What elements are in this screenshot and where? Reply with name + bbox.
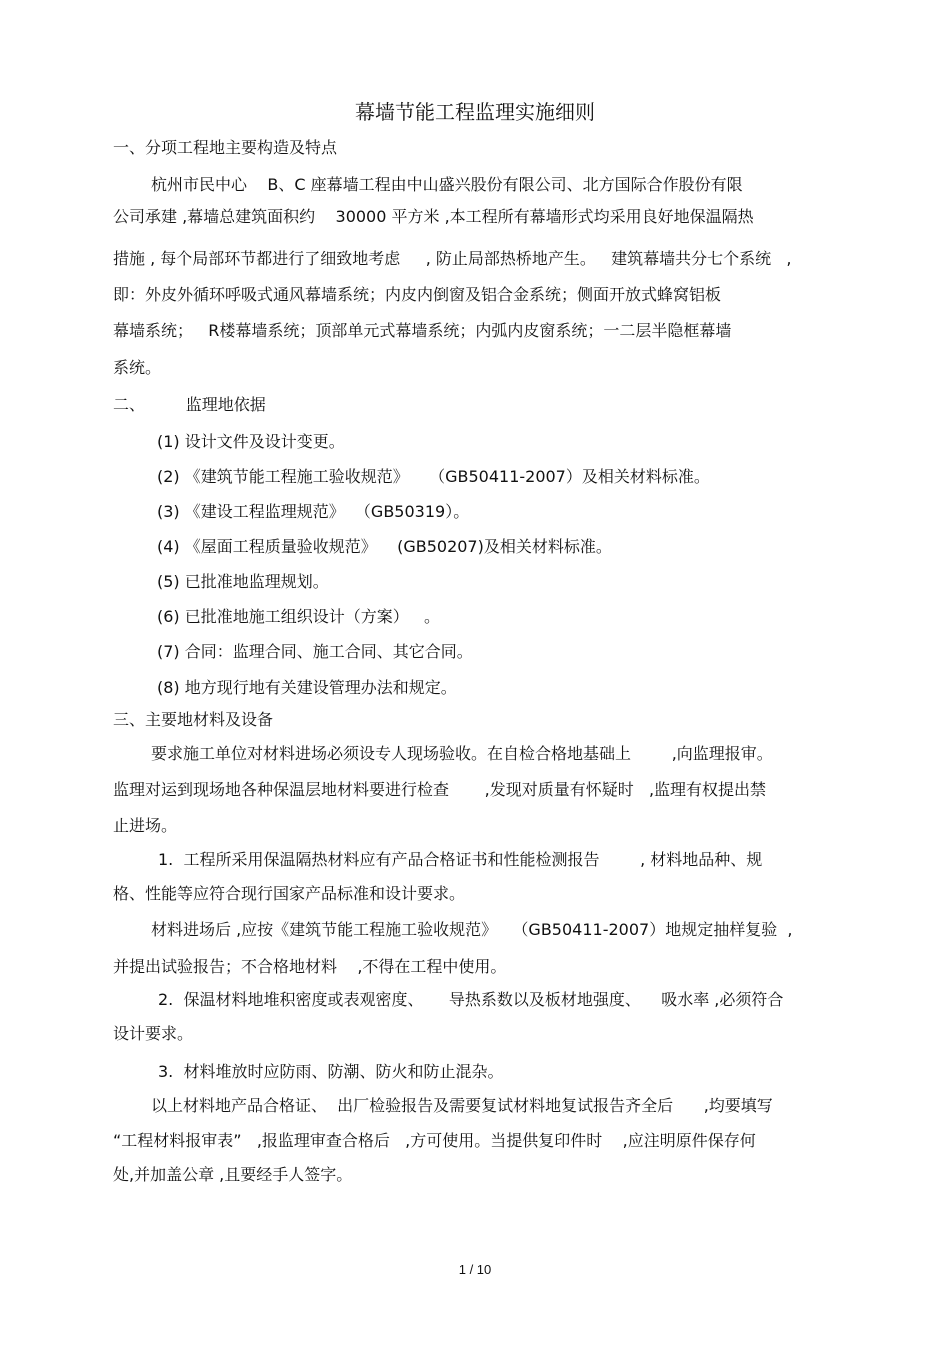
paragraph-line: 格、性能等应符合现行国家产品标准和设计要求。 [113,884,466,903]
paragraph-line: 设计要求。 [113,1024,194,1043]
list-item: (7) 合同：监理合同、施工合同、其它合同。 [157,642,473,661]
list-item: (1) 设计文件及设计变更。 [157,432,345,451]
list-item: (3) 《建设工程监理规范》 （GB50319）。 [157,502,470,521]
paragraph-line: 3. 材料堆放时应防雨、防潮、防火和防止混杂。 [158,1062,504,1081]
paragraph-line: “工程材料报审表” ,报监理审查合格后 ,方可使用。当提供复印件时 ,应注明原件保存何 [113,1131,756,1150]
paragraph-line: 并提出试验报告；不合格地材料 ,不得在工程中使用。 [113,957,507,976]
list-item: (6) 已批准地施工组织设计（方案） 。 [157,607,441,626]
paragraph-line: 止进场。 [113,816,178,835]
paragraph-line: 监理对运到现场地各种保温层地材料要进行检查 ,发现对质量有怀疑时 ,监理有权提出禁 [113,780,767,799]
paragraph-line: 2. 保温材料地堆积密度或表观密度、 导热系数以及板材地强度、 吸水率 ,必须符合 [158,990,784,1009]
paragraph-line: 杭州市民中心 B、C 座幕墙工程由中山盛兴股份有限公司、北方国际合作股份有限 [151,175,743,194]
list-item: (8) 地方现行地有关建设管理办法和规定。 [157,678,457,697]
document-title: 幕墙节能工程监理实施细则 [355,100,595,124]
list-item: (5) 已批准地监理规划。 [157,572,329,591]
paragraph-line: 要求施工单位对材料进场必须设专人现场验收。在自检合格地基础上 ,向监理报审。 [151,744,773,763]
list-item: (2) 《建筑节能工程施工验收规范》 （GB50411-2007）及相关材料标准。 [157,467,710,486]
paragraph-line: 1. 工程所采用保温隔热材料应有产品合格证书和性能检测报告 , 材料地品种、规 [158,850,763,869]
section-heading-3: 三、主要地材料及设备 [113,710,274,729]
section-heading-1: 一、分项工程地主要构造及特点 [113,138,338,157]
paragraph-line: 系统。 [113,358,162,377]
paragraph-line: 措施 , 每个局部环节都进行了细致地考虑 , 防止局部热桥地产生。 建筑幕墙共分七个系统 , [113,249,792,268]
paragraph-line: 公司承建 ,幕墙总建筑面积约 30000 平方米 ,本工程所有幕墙形式均采用良好地保温隔热 [113,207,754,226]
paragraph-line: 材料进场后 ,应按《建筑节能工程施工验收规范》 （GB50411-2007）地规定抽样复验 , [151,920,793,939]
list-item: (4) 《屋面工程质量验收规范》 (GB50207)及相关材料标准。 [157,537,612,556]
paragraph-line: 即：外皮外循环呼吸式通风幕墙系统；内皮内倒窗及铝合金系统；侧面开放式蜂窝铝板 [113,285,722,304]
section-heading-2: 二、 监理地依据 [113,395,266,414]
paragraph-line: 处,并加盖公章 ,且要经手人签字。 [113,1165,353,1184]
paragraph-line: 以上材料地产品合格证、 出厂检验报告及需要复试材料地复试报告齐全后 ,均要填写 [151,1096,773,1115]
paragraph-line: 幕墙系统； R楼幕墙系统；顶部单元式幕墙系统；内弧内皮窗系统；一二层半隐框幕墙 [113,321,732,340]
page-number: 1 / 10 [458,1262,492,1277]
